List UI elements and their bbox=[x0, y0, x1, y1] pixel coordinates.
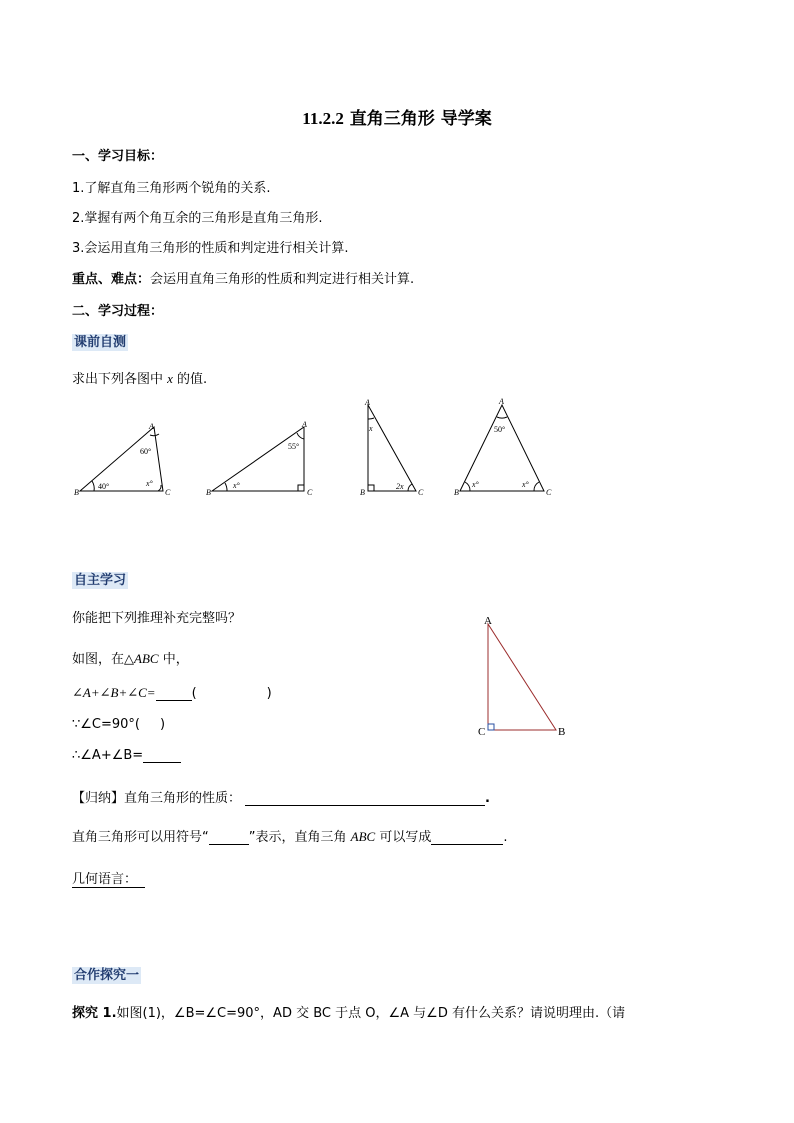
title-number: 11.2.2 bbox=[302, 109, 344, 128]
explore-label: 探究 1. bbox=[72, 1006, 117, 1021]
figure-3-angle-c: 2x bbox=[396, 482, 404, 491]
figure-2-label-a: A bbox=[302, 420, 307, 429]
coop-tag-wrap bbox=[72, 964, 141, 983]
self-study-line-2 bbox=[72, 685, 272, 701]
goal-1: 1.了解直角三角形两个锐角的关系. bbox=[72, 181, 271, 196]
line2-paren-open: ( bbox=[191, 686, 197, 701]
explore-1 bbox=[72, 1002, 625, 1021]
line1-b: 中， bbox=[158, 652, 189, 667]
figure-1-angle-c-arc bbox=[158, 485, 161, 491]
figure-1-label-a: A bbox=[149, 422, 154, 431]
pretest-prompt-var: x bbox=[167, 371, 173, 386]
figure-2-label-c: C bbox=[307, 488, 313, 497]
figure-4-label-c: C bbox=[546, 488, 552, 497]
pretest-prompt bbox=[72, 368, 207, 387]
self-study-tag-wrap bbox=[72, 569, 128, 588]
figure-2-angle-a: 55° bbox=[288, 442, 300, 451]
figure-4-label-a: A bbox=[499, 397, 504, 406]
figure-3-label-b: B bbox=[360, 488, 365, 497]
figure-3-triangle bbox=[368, 405, 416, 491]
explore-text: 如图(1)，∠B=∠C=90°，AD 交 BC 于点 O，∠A 与∠D 有什么关系？请说明理由.（请 bbox=[116, 1006, 626, 1021]
figure-4-angle-a: 50° bbox=[494, 425, 506, 434]
line1-var: ABC bbox=[134, 651, 159, 666]
symbol-b: ”表示，直角三角 bbox=[248, 830, 351, 845]
figure-1-label-c: C bbox=[165, 488, 171, 497]
goal-3: 3.会运用直角三角形的性质和判定进行相关计算. bbox=[72, 241, 349, 256]
self-study-line-3 bbox=[72, 717, 165, 732]
line4-blank[interactable] bbox=[143, 748, 181, 763]
figure-1-angle-b-arc bbox=[92, 481, 94, 491]
fig-label-b: B bbox=[558, 726, 566, 738]
summary-blank[interactable] bbox=[245, 791, 485, 806]
figure-2-angle-a-arc bbox=[297, 433, 304, 439]
summary-end: . bbox=[485, 791, 490, 806]
pretest-tag-wrap bbox=[72, 331, 128, 350]
symbol-blank[interactable] bbox=[209, 830, 249, 845]
figure-4-label-b: B bbox=[454, 488, 459, 497]
figure-1-angle-a-arc bbox=[150, 434, 159, 436]
figure-2-triangle bbox=[212, 427, 304, 491]
figure-1-angle-c: x° bbox=[146, 479, 153, 488]
symbol-a: 直角三角形可以用符号“ bbox=[72, 830, 209, 845]
figure-4-angle-c: x° bbox=[522, 480, 529, 489]
figure-4-angle-b-arc bbox=[465, 482, 470, 491]
pretest-prompt-b: 的值. bbox=[172, 372, 208, 387]
line1-a: 如图，在△ bbox=[72, 652, 134, 667]
figure-1-angle-b: 40° bbox=[98, 482, 110, 491]
key-difficulty bbox=[72, 268, 414, 287]
fig-label-c: C bbox=[478, 726, 486, 738]
figure-4-angle-a-arc bbox=[497, 417, 507, 418]
right-triangle-figure bbox=[478, 612, 574, 742]
coop-tag: 合作探究一 bbox=[74, 968, 140, 983]
figure-3-angle-a: x bbox=[369, 424, 373, 433]
summary-label: 【归纳】直角三角形的性质： bbox=[72, 791, 242, 806]
line3-close: ) bbox=[160, 717, 166, 732]
right-angle-mark bbox=[488, 724, 494, 730]
goal-2: 2.掌握有两个角互余的三角形是直角三角形. bbox=[72, 211, 323, 226]
symbol-end: . bbox=[503, 830, 508, 845]
figure-3-label-a: A bbox=[365, 398, 370, 407]
pretest-prompt-a: 求出下列各图中 bbox=[72, 372, 168, 387]
title-text: 直角三角形 导学案 bbox=[343, 109, 492, 129]
figure-3-right-angle bbox=[368, 485, 374, 491]
figure-3-label-c: C bbox=[418, 488, 424, 497]
line4-expr: ∴∠A+∠B= bbox=[72, 748, 144, 763]
figure-4-angle-b: x° bbox=[472, 480, 479, 489]
line2-paren-close: ) bbox=[266, 686, 272, 701]
self-study-question: 你能把下列推理补充完整吗？ bbox=[72, 611, 242, 626]
figure-4-angle-c-arc bbox=[534, 482, 539, 491]
symbol-c: 可以写成 bbox=[375, 830, 432, 845]
summary-line bbox=[72, 787, 490, 806]
line2-expr: ∠A+∠B+∠C= bbox=[72, 685, 156, 700]
symbol-write-blank[interactable] bbox=[431, 830, 503, 845]
section2-heading: 二、学习过程： bbox=[72, 304, 164, 319]
geo-language bbox=[72, 868, 145, 887]
figure-1-label-b: B bbox=[74, 488, 79, 497]
figure-3-angle-c-arc bbox=[408, 484, 412, 491]
right-triangle bbox=[488, 624, 556, 730]
symbol-var: ABC bbox=[350, 829, 376, 844]
fig-label-a: A bbox=[484, 615, 492, 627]
pretest-figures bbox=[0, 395, 794, 505]
line2-blank[interactable] bbox=[156, 686, 192, 701]
figure-1-angle-a: 60° bbox=[140, 447, 152, 456]
pretest-tag: 课前自测 bbox=[74, 335, 127, 350]
symbol-line bbox=[72, 826, 507, 845]
section1-heading: 一、学习目标： bbox=[72, 149, 164, 164]
page-title bbox=[0, 104, 794, 129]
figure-2-angle-b: x° bbox=[233, 481, 240, 490]
self-study-tag: 自主学习 bbox=[74, 573, 127, 588]
self-study-line-4 bbox=[72, 748, 181, 763]
key-text: 会运用直角三角形的性质和判定进行相关计算. bbox=[150, 272, 415, 287]
figure-3-angle-a-arc bbox=[368, 418, 374, 419]
line3-expr: ∵∠C=90°( bbox=[72, 717, 141, 732]
figure-2-right-angle bbox=[298, 485, 304, 491]
key-label: 重点、难点： bbox=[72, 272, 151, 287]
self-study-line-1 bbox=[72, 648, 189, 667]
figure-2-angle-b-arc bbox=[225, 483, 227, 491]
geo-label: 几何语言： bbox=[72, 872, 145, 888]
figure-2-label-b: B bbox=[206, 488, 211, 497]
